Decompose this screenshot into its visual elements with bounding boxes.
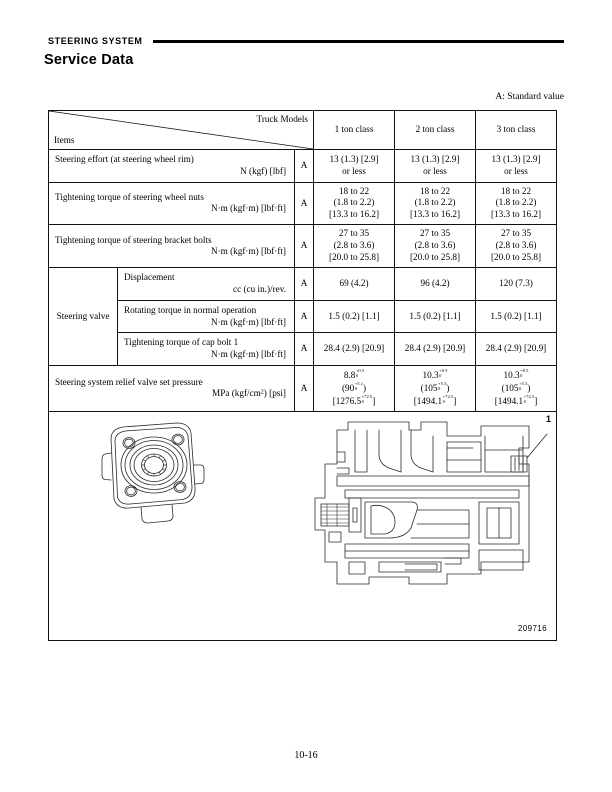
value-line: 13 (1.3) [2.9] bbox=[491, 153, 541, 164]
tolerance-upper: +0.5 bbox=[520, 367, 529, 373]
value-line: 13 (1.3) [2.9] bbox=[329, 153, 379, 164]
row-group-steering-valve: Steering valve bbox=[49, 268, 118, 366]
figure-id: 209716 bbox=[517, 623, 548, 633]
value-line-psi bbox=[316, 395, 392, 408]
steering-valve-illustration bbox=[49, 412, 557, 640]
closing-bracket: ) bbox=[527, 383, 531, 394]
value-line: 27 to 35 bbox=[500, 228, 532, 239]
row-label-displacement bbox=[118, 268, 295, 301]
value-line-mpa bbox=[397, 369, 473, 382]
corner-header-cell bbox=[49, 111, 314, 150]
row-label-bracket-bolt-torque bbox=[49, 225, 295, 268]
table-row bbox=[49, 300, 557, 333]
units-superscript: 2 bbox=[260, 389, 264, 396]
tolerance-upper: +5.3 bbox=[518, 380, 528, 386]
value-1ton bbox=[314, 182, 395, 225]
table-row bbox=[49, 150, 557, 183]
value-2ton bbox=[395, 182, 476, 225]
tolerance-upper: +5.1 bbox=[354, 380, 364, 386]
value-line: or less bbox=[504, 165, 528, 176]
callout-label-1: 1 bbox=[546, 414, 552, 425]
value-1ton: 1.5 (0.2) [1.1] bbox=[314, 300, 395, 333]
value-line-mpa bbox=[478, 369, 554, 382]
table-row bbox=[49, 268, 557, 301]
item-units: N·m (kgf·m) [lbf·ft] bbox=[210, 246, 286, 257]
nominal-value: 10.3 bbox=[422, 369, 439, 380]
item-units: N·m (kgf·m) [lbf·ft] bbox=[210, 349, 286, 360]
nominal-value: (105 bbox=[501, 383, 519, 394]
tolerance-lower: 0 bbox=[354, 385, 357, 391]
steering-valve-cross-section bbox=[315, 422, 547, 584]
row-label-cap-bolt-torque bbox=[118, 333, 295, 366]
tolerance-upper: +72.5 bbox=[442, 394, 454, 400]
value-line: [20.0 to 25.8] bbox=[491, 252, 542, 263]
value-line: (2.8 to 3.6) bbox=[333, 240, 375, 251]
table-row bbox=[49, 225, 557, 268]
item-units: N·m (kgf·m) [lbf·ft] bbox=[210, 203, 286, 214]
value-line: 13 (1.3) [2.9] bbox=[410, 153, 460, 164]
nominal-value: (105 bbox=[420, 383, 438, 394]
table-row bbox=[49, 333, 557, 366]
tolerance-lower: 0 bbox=[355, 372, 359, 378]
closing-bracket: ] bbox=[534, 396, 538, 407]
tolerance-fraction bbox=[439, 369, 447, 378]
table-header-row bbox=[49, 111, 557, 150]
figure-canvas bbox=[49, 412, 556, 640]
row-label-steering-effort bbox=[49, 150, 295, 183]
value-line: 18 to 22 bbox=[338, 185, 370, 196]
value-line: or less bbox=[423, 165, 447, 176]
tolerance-upper: +72.5 bbox=[523, 394, 535, 400]
items-label: Items bbox=[54, 135, 75, 146]
nominal-value: [1494.1 bbox=[494, 396, 524, 407]
value-3ton: 28.4 (2.9) [20.9] bbox=[476, 333, 557, 366]
tolerance-lower: 0 bbox=[439, 372, 442, 378]
value-line: [13.3 to 16.2] bbox=[491, 209, 542, 220]
tolerance-lower: 0 bbox=[361, 398, 364, 404]
table-row bbox=[49, 182, 557, 225]
value-line: 18 to 22 bbox=[419, 185, 451, 196]
tolerance-lower: 0 bbox=[520, 372, 523, 378]
tolerance-upper: +0.5 bbox=[439, 367, 448, 373]
tolerance-fraction bbox=[523, 394, 538, 407]
item-units bbox=[55, 388, 288, 400]
value-1ton: 28.4 (2.9) [20.9] bbox=[314, 333, 395, 366]
value-line-mpa bbox=[316, 369, 392, 382]
closing-bracket: ) bbox=[363, 383, 367, 394]
value-3ton bbox=[476, 182, 557, 225]
item-units: N·m (kgf·m) [lbf·ft] bbox=[210, 316, 286, 327]
value-line: (2.8 to 3.6) bbox=[495, 240, 537, 251]
value-1ton bbox=[314, 225, 395, 268]
row-label-wheel-nut-torque bbox=[49, 182, 295, 225]
value-line: 18 to 22 bbox=[500, 185, 532, 196]
units-suffix: ) [psi] bbox=[263, 388, 286, 399]
item-description: Rotating torque in normal operation bbox=[124, 304, 257, 315]
item-description: Steering effort (at steering wheel rim) bbox=[55, 154, 194, 164]
row-label-rotating-torque bbox=[118, 300, 295, 333]
page-title: Service Data bbox=[44, 52, 134, 68]
value-line: 27 to 35 bbox=[338, 228, 370, 239]
value-line: (1.8 to 2.2) bbox=[495, 197, 537, 208]
value-2ton bbox=[395, 150, 476, 183]
value-line: 27 to 35 bbox=[419, 228, 451, 239]
standard-mark: A bbox=[295, 182, 314, 225]
nominal-value: (90 bbox=[341, 383, 355, 394]
tolerance-lower: 0 bbox=[437, 385, 441, 391]
column-header-2ton: 2 ton class bbox=[395, 111, 476, 150]
figure-row bbox=[49, 412, 557, 641]
value-line: (1.8 to 2.2) bbox=[333, 197, 375, 208]
units-prefix: MPa (kgf/cm bbox=[212, 388, 261, 399]
standard-mark: A bbox=[295, 300, 314, 333]
value-line: (1.8 to 2.2) bbox=[414, 197, 456, 208]
closing-bracket: ] bbox=[453, 396, 457, 407]
value-line: [13.3 to 16.2] bbox=[410, 209, 461, 220]
standard-mark: A bbox=[295, 333, 314, 366]
page-number: 10-16 bbox=[294, 750, 318, 761]
item-description: Tightening torque of steering wheel nuts bbox=[55, 191, 204, 202]
tolerance-lower: 0 bbox=[442, 398, 445, 404]
tolerance-upper: +5.3 bbox=[437, 380, 447, 386]
column-header-3ton: 3 ton class bbox=[476, 111, 557, 150]
value-line: [20.0 to 25.8] bbox=[329, 252, 380, 263]
value-line-psi bbox=[397, 395, 473, 408]
value-2ton: 28.4 (2.9) [20.9] bbox=[395, 333, 476, 366]
item-units: N (kgf) [lbf] bbox=[240, 165, 286, 176]
value-2ton bbox=[395, 365, 476, 411]
closing-bracket: ) bbox=[446, 383, 450, 394]
item-description: Steering system relief valve set pressure bbox=[55, 376, 203, 387]
tolerance-fraction bbox=[361, 394, 376, 407]
column-header-1ton: 1 ton class bbox=[314, 111, 395, 150]
value-line: or less bbox=[342, 165, 366, 176]
tolerance-fraction bbox=[355, 382, 363, 391]
nominal-value: [1276.5 bbox=[332, 396, 362, 407]
standard-mark: A bbox=[295, 150, 314, 183]
row-label-relief-valve-pressure bbox=[49, 365, 295, 411]
closing-bracket: ] bbox=[372, 396, 376, 407]
value-1ton bbox=[314, 365, 395, 411]
standard-mark: A bbox=[295, 268, 314, 301]
tolerance-lower: 0 bbox=[523, 398, 526, 404]
tolerance-upper: +0.5 bbox=[355, 367, 365, 373]
callout-leader-line bbox=[527, 434, 547, 458]
item-description: Tightening torque of steering bracket bolts bbox=[55, 234, 212, 245]
value-3ton bbox=[476, 225, 557, 268]
value-3ton bbox=[476, 365, 557, 411]
value-line-kgf bbox=[316, 382, 392, 395]
value-line-psi bbox=[478, 395, 554, 408]
tolerance-lower: 0 bbox=[518, 385, 522, 391]
value-3ton: 1.5 (0.2) [1.1] bbox=[476, 300, 557, 333]
item-description: Tightening torque of cap bolt 1 bbox=[124, 337, 239, 348]
nominal-value: [1494.1 bbox=[413, 396, 443, 407]
tolerance-fraction bbox=[442, 394, 457, 407]
value-3ton: 120 (7.3) bbox=[476, 268, 557, 301]
value-line: [20.0 to 25.8] bbox=[410, 252, 461, 263]
nominal-value: 10.3 bbox=[503, 369, 520, 380]
value-2ton: 1.5 (0.2) [1.1] bbox=[395, 300, 476, 333]
truck-models-label: Truck Models bbox=[256, 114, 309, 124]
steering-valve-front-view bbox=[102, 423, 204, 523]
standard-mark: A bbox=[295, 225, 314, 268]
value-2ton bbox=[395, 225, 476, 268]
item-units: cc (cu in.)/rev. bbox=[233, 284, 286, 295]
tolerance-fraction bbox=[520, 369, 528, 378]
header-rule bbox=[153, 40, 564, 43]
standard-mark: A bbox=[295, 365, 314, 411]
service-data-table bbox=[48, 110, 557, 641]
value-line-kgf bbox=[397, 382, 473, 395]
value-line: [13.3 to 16.2] bbox=[329, 209, 380, 220]
value-line-kgf bbox=[478, 382, 554, 395]
figure-panel bbox=[49, 412, 557, 641]
value-line: (2.8 to 3.6) bbox=[414, 240, 456, 251]
section-name: STEERING SYSTEM bbox=[48, 36, 143, 46]
value-1ton: 69 (4.2) bbox=[314, 268, 395, 301]
value-2ton: 96 (4.2) bbox=[395, 268, 476, 301]
nominal-value: 8.8 bbox=[343, 369, 356, 380]
table-row bbox=[49, 365, 557, 411]
running-header bbox=[48, 33, 564, 49]
tolerance-upper: +72.5 bbox=[361, 394, 373, 400]
value-3ton bbox=[476, 150, 557, 183]
tolerance-fraction bbox=[356, 369, 364, 378]
standard-value-note: A: Standard value bbox=[495, 92, 564, 102]
item-description: Displacement bbox=[124, 272, 175, 283]
value-1ton bbox=[314, 150, 395, 183]
